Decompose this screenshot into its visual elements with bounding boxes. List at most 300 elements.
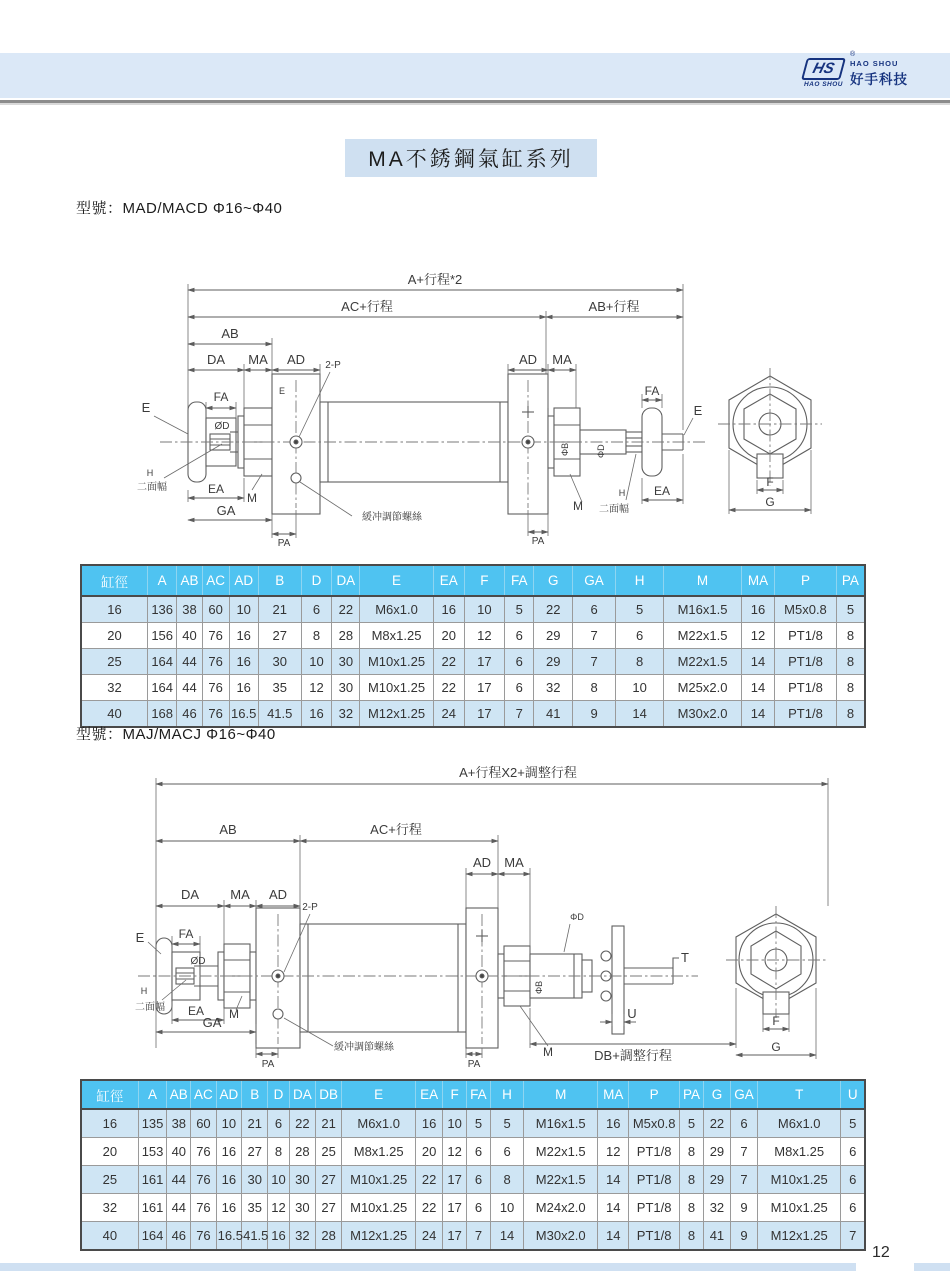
cell: 24: [433, 701, 464, 728]
dim-label-ab: AB: [219, 822, 237, 837]
cell: 35: [242, 1194, 268, 1222]
cell: PT1/8: [775, 701, 837, 728]
dimensions-table-maj-macj: [80, 1079, 866, 1251]
cell: 44: [177, 675, 202, 701]
cell: 40: [167, 1138, 191, 1166]
cell: M16x1.5: [524, 1109, 598, 1138]
dim-label-ea: EA: [207, 482, 225, 496]
cell: 27: [315, 1194, 341, 1222]
cell: 8: [490, 1166, 523, 1194]
cell: 14: [741, 675, 774, 701]
column-header: E: [342, 1080, 416, 1109]
cell: 8: [573, 675, 616, 701]
cell: 40: [177, 623, 202, 649]
page-number: 12: [872, 1244, 890, 1261]
cell: 16: [416, 1109, 443, 1138]
cell: M16x1.5: [664, 596, 742, 623]
cell: 8: [836, 649, 865, 675]
cell: 16.5: [229, 701, 258, 728]
cell: 8: [615, 649, 663, 675]
cell: 27: [315, 1166, 341, 1194]
cell: 7: [573, 649, 616, 675]
cell: PT1/8: [629, 1166, 680, 1194]
cell: 168: [148, 701, 177, 728]
dim-label-ma: MA: [230, 887, 250, 902]
cell: 16: [741, 596, 774, 623]
column-header: DA: [332, 565, 360, 596]
cell: 32: [81, 675, 148, 701]
dim-label-ac: AC+行程: [341, 299, 393, 314]
cell: 32: [332, 701, 360, 728]
cell: 6: [841, 1166, 865, 1194]
cell: 5: [841, 1109, 865, 1138]
cell: 9: [573, 701, 616, 728]
dim-label-da: DA: [180, 887, 200, 902]
cell: 16: [81, 1109, 138, 1138]
cell: M5x0.8: [629, 1109, 680, 1138]
dim-label-e: E: [141, 400, 151, 415]
column-header: F: [443, 1080, 467, 1109]
cell: 164: [148, 675, 177, 701]
column-header: H: [615, 565, 663, 596]
cell: 21: [242, 1109, 268, 1138]
cell: M5x0.8: [775, 596, 837, 623]
cell: 6: [268, 1109, 289, 1138]
cell: 17: [464, 675, 504, 701]
dim-label-ad: AD: [286, 352, 306, 367]
dim-label-fa: FA: [213, 390, 229, 404]
cell: 32: [289, 1222, 315, 1251]
cell: 16: [268, 1222, 289, 1251]
cell: M25x2.0: [664, 675, 742, 701]
cell: 9: [730, 1194, 757, 1222]
dim-label-h-right: H: [618, 488, 626, 498]
column-header: DB: [315, 1080, 341, 1109]
cell: 12: [598, 1138, 629, 1166]
cell: 44: [167, 1194, 191, 1222]
cylinder-side-view: [156, 908, 679, 1048]
cell: 28: [332, 623, 360, 649]
cell: M8x1.25: [342, 1138, 416, 1166]
table-row: [81, 596, 865, 623]
table-row: [81, 623, 865, 649]
cell: M22x1.5: [664, 623, 742, 649]
column-header: H: [490, 1080, 523, 1109]
dim-label-m-right: M: [543, 1045, 553, 1059]
cell: 41.5: [258, 701, 301, 728]
cell: 16: [301, 701, 332, 728]
cell: 16: [229, 649, 258, 675]
dim-label-ga: GA: [216, 503, 236, 518]
column-header: AC: [202, 565, 229, 596]
cell: 6: [490, 1138, 523, 1166]
dim-label-t: T: [681, 950, 689, 965]
dim-label-phib: ΦB: [560, 442, 570, 456]
dim-label-e-right: E: [693, 403, 703, 418]
model-label-maj-macj: 型號：MAJ/MACJ Φ16~Φ40: [76, 726, 276, 743]
cell: M12x1.25: [342, 1222, 416, 1251]
dim-label-e: E: [135, 930, 145, 945]
cell: 12: [268, 1194, 289, 1222]
cell: 16: [81, 596, 148, 623]
logo-wordmark: [850, 50, 908, 88]
label-flats: 二面幅: [137, 482, 167, 493]
column-header: A: [138, 1080, 167, 1109]
cell: M22x1.5: [524, 1138, 598, 1166]
column-header: M: [524, 1080, 598, 1109]
column-header: MA: [741, 565, 774, 596]
cell: 6: [301, 596, 332, 623]
column-header: G: [534, 565, 573, 596]
cell: 22: [433, 675, 464, 701]
cell: 29: [534, 623, 573, 649]
cell: 20: [81, 1138, 138, 1166]
cell: PT1/8: [629, 1138, 680, 1166]
cell: 76: [202, 675, 229, 701]
cell: 6: [573, 596, 616, 623]
cell: 6: [505, 623, 534, 649]
cell: 10: [268, 1166, 289, 1194]
column-header: FA: [505, 565, 534, 596]
table-row: [81, 1138, 865, 1166]
column-header: PA: [836, 565, 865, 596]
dim-label-ma-right: MA: [504, 855, 524, 870]
dim-label-m: M: [247, 491, 257, 505]
label-cushion-screw: 緩冲調節螺絲: [334, 1042, 394, 1053]
column-header: B: [242, 1080, 268, 1109]
cell: M8x1.25: [360, 623, 434, 649]
cell: 32: [534, 675, 573, 701]
cell: 8: [836, 675, 865, 701]
table-row: [81, 1166, 865, 1194]
cell: 76: [202, 649, 229, 675]
column-header: AB: [167, 1080, 191, 1109]
cell: 22: [332, 596, 360, 623]
label-2p-port: 2-P: [325, 360, 341, 371]
cell: 29: [703, 1138, 730, 1166]
cell: 153: [138, 1138, 167, 1166]
hs-logo-icon: HS: [801, 58, 846, 80]
cell: PT1/8: [775, 649, 837, 675]
column-header: PA: [680, 1080, 704, 1109]
cell: 5: [680, 1109, 704, 1138]
column-header: 缸徑: [81, 1080, 138, 1109]
dim-label-pa-right: PA: [531, 536, 545, 547]
dim-label-ad-right: AD: [518, 352, 538, 367]
page-title: MA不銹鋼氣缸系列: [345, 139, 597, 177]
cell: M12x1.25: [360, 701, 434, 728]
dim-label-a: A+行程*2: [407, 272, 463, 287]
cell: 25: [315, 1138, 341, 1166]
label-cushion-screw: 緩冲調節螺絲: [362, 512, 422, 523]
column-header: 缸徑: [81, 565, 148, 596]
column-header: G: [703, 1080, 730, 1109]
dim-label-fa: FA: [178, 927, 194, 941]
cell: 16: [216, 1138, 241, 1166]
column-header: T: [757, 1080, 841, 1109]
cell: 164: [148, 649, 177, 675]
cell: 6: [467, 1166, 491, 1194]
cell: 8: [680, 1166, 704, 1194]
column-header: GA: [573, 565, 616, 596]
cell: 7: [573, 623, 616, 649]
cell: 22: [703, 1109, 730, 1138]
cell: 7: [467, 1222, 491, 1251]
cell: 5: [467, 1109, 491, 1138]
cell: M24x2.0: [524, 1194, 598, 1222]
cell: 16: [229, 623, 258, 649]
column-header: EA: [416, 1080, 443, 1109]
cell: 8: [680, 1138, 704, 1166]
cell: 14: [490, 1222, 523, 1251]
cell: 40: [81, 701, 148, 728]
dim-label-ac: AC+行程: [370, 822, 422, 837]
cell: 44: [177, 649, 202, 675]
cell: 76: [191, 1166, 216, 1194]
dim-label-ad-right: AD: [472, 855, 492, 870]
cell: 29: [703, 1166, 730, 1194]
logo-name-cn: 好手科技: [850, 71, 908, 87]
dim-label-ea: EA: [187, 1004, 205, 1018]
cell: 14: [598, 1166, 629, 1194]
cell: 29: [534, 649, 573, 675]
cell: 6: [505, 649, 534, 675]
cell: 27: [242, 1138, 268, 1166]
cell: 32: [81, 1194, 138, 1222]
cell: 38: [177, 596, 202, 623]
cell: 12: [741, 623, 774, 649]
cell: 24: [416, 1222, 443, 1251]
column-header: D: [301, 565, 332, 596]
cell: 16: [229, 675, 258, 701]
cell: M30x2.0: [664, 701, 742, 728]
dim-label-fa-right: FA: [644, 384, 660, 398]
cell: 76: [202, 623, 229, 649]
cell: 156: [148, 623, 177, 649]
cell: 22: [289, 1109, 315, 1138]
cell: 8: [836, 623, 865, 649]
column-header: DA: [289, 1080, 315, 1109]
cell: 46: [177, 701, 202, 728]
cell: 41: [703, 1222, 730, 1251]
cell: 25: [81, 1166, 138, 1194]
dim-label-ma: MA: [248, 352, 268, 367]
cell: M22x1.5: [524, 1166, 598, 1194]
cell: 7: [841, 1222, 865, 1251]
dim-label-ga: GA: [202, 1015, 222, 1030]
cell: 6: [730, 1109, 757, 1138]
cell: 6: [841, 1194, 865, 1222]
cell: 10: [301, 649, 332, 675]
cell: 17: [464, 701, 504, 728]
column-header: E: [360, 565, 434, 596]
cell: 161: [138, 1194, 167, 1222]
table-row: [81, 675, 865, 701]
cell: 76: [202, 701, 229, 728]
model-label-mad-macd: 型號：MAD/MACD Φ16~Φ40: [76, 200, 283, 217]
dim-label-db: DB+調整行程: [594, 1048, 672, 1063]
cell: 16: [216, 1166, 241, 1194]
cell: 60: [191, 1109, 216, 1138]
column-header: U: [841, 1080, 865, 1109]
cell: 5: [615, 596, 663, 623]
cell: 9: [730, 1222, 757, 1251]
cell: 76: [191, 1194, 216, 1222]
cell: 14: [598, 1194, 629, 1222]
cell: 20: [81, 623, 148, 649]
cell: 12: [443, 1138, 467, 1166]
cell: 22: [416, 1194, 443, 1222]
label-flats-right: 二面幅: [599, 504, 629, 515]
cell: 21: [315, 1109, 341, 1138]
cell: 28: [289, 1138, 315, 1166]
column-header: FA: [467, 1080, 491, 1109]
column-header: M: [664, 565, 742, 596]
cell: M6x1.0: [360, 596, 434, 623]
table-row: [81, 1109, 865, 1138]
cell: 16.5: [216, 1222, 241, 1251]
cell: 76: [191, 1222, 216, 1251]
cell: 5: [836, 596, 865, 623]
column-header: MA: [598, 1080, 629, 1109]
column-header: P: [629, 1080, 680, 1109]
cell: M10x1.25: [757, 1166, 841, 1194]
cell: PT1/8: [775, 675, 837, 701]
cell: 30: [332, 649, 360, 675]
cell: M6x1.0: [757, 1109, 841, 1138]
dim-label-h: H: [146, 468, 154, 478]
label-flats: 二面幅: [135, 1002, 165, 1013]
cell: 5: [505, 596, 534, 623]
column-header: AC: [191, 1080, 216, 1109]
cell: M10x1.25: [342, 1194, 416, 1222]
cell: 10: [615, 675, 663, 701]
column-header: GA: [730, 1080, 757, 1109]
cell: M22x1.5: [664, 649, 742, 675]
cell: 41.5: [242, 1222, 268, 1251]
cell: 161: [138, 1166, 167, 1194]
cell: PT1/8: [629, 1194, 680, 1222]
dim-label-pa: PA: [277, 538, 291, 549]
dim-label-ad: AD: [268, 887, 288, 902]
cell: 8: [301, 623, 332, 649]
dim-label-ma-right: MA: [552, 352, 572, 367]
cell: 38: [167, 1109, 191, 1138]
cell: 21: [258, 596, 301, 623]
cell: 8: [680, 1194, 704, 1222]
cell: 17: [464, 649, 504, 675]
cell: M8x1.25: [757, 1138, 841, 1166]
cell: 30: [332, 675, 360, 701]
cell: M10x1.25: [757, 1194, 841, 1222]
cell: 6: [841, 1138, 865, 1166]
cell: 14: [615, 701, 663, 728]
cell: 6: [467, 1138, 491, 1166]
logo-name-en: HAO SHOU: [850, 58, 899, 68]
cell: 25: [81, 649, 148, 675]
cell: 8: [268, 1138, 289, 1166]
cell: 16: [433, 596, 464, 623]
dim-label-da: DA: [206, 352, 226, 367]
cell: 22: [433, 649, 464, 675]
cell: 17: [443, 1194, 467, 1222]
cell: 10: [464, 596, 504, 623]
cell: 6: [505, 675, 534, 701]
cell: 7: [505, 701, 534, 728]
column-header: EA: [433, 565, 464, 596]
diagram-mad-macd: [130, 262, 850, 552]
column-header: AD: [216, 1080, 241, 1109]
column-header: P: [775, 565, 837, 596]
cell: 40: [81, 1222, 138, 1251]
diagram-maj-macj: [128, 756, 858, 1071]
cell: M10x1.25: [360, 675, 434, 701]
cell: 5: [490, 1109, 523, 1138]
cell: 41: [534, 701, 573, 728]
cell: 30: [289, 1166, 315, 1194]
table-row: [81, 649, 865, 675]
cell: 17: [443, 1222, 467, 1251]
cell: 46: [167, 1222, 191, 1251]
cell: PT1/8: [775, 623, 837, 649]
dim-label-phid: ΦD: [570, 912, 584, 922]
cell: 28: [315, 1222, 341, 1251]
cell: 22: [534, 596, 573, 623]
dim-label-pa: PA: [261, 1059, 275, 1070]
dim-label-ab: AB: [221, 326, 239, 341]
cell: 12: [301, 675, 332, 701]
column-header: A: [148, 565, 177, 596]
cell: 10: [490, 1194, 523, 1222]
cell: 14: [598, 1222, 629, 1251]
cell: 32: [703, 1194, 730, 1222]
cell: 7: [730, 1138, 757, 1166]
cell: M6x1.0: [342, 1109, 416, 1138]
cell: 12: [464, 623, 504, 649]
cell: M10x1.25: [342, 1166, 416, 1194]
dim-label-h: H: [140, 986, 148, 996]
dimensions-table-mad-macd: [80, 564, 866, 728]
cell: 20: [416, 1138, 443, 1166]
cell: 14: [741, 649, 774, 675]
dim-label-m-right: M: [573, 499, 583, 513]
cell: 164: [138, 1222, 167, 1251]
cell: 30: [242, 1166, 268, 1194]
cell: M12x1.25: [757, 1222, 841, 1251]
column-header: D: [268, 1080, 289, 1109]
table-row: [81, 1194, 865, 1222]
cell: 10: [443, 1109, 467, 1138]
cell: 76: [191, 1138, 216, 1166]
dim-label-u: U: [627, 1006, 637, 1021]
registered-mark-icon: ®: [850, 50, 856, 58]
dim-label-f: F: [772, 1014, 780, 1028]
dim-label-ea-right: EA: [653, 484, 671, 498]
hao-shou-logo: [803, 50, 908, 88]
cell: M30x2.0: [524, 1222, 598, 1251]
dim-label-phib: ΦB: [534, 980, 544, 994]
cell: 7: [730, 1166, 757, 1194]
logo-mark: [804, 58, 843, 88]
dim-label-phid: ΦD: [596, 444, 606, 458]
cell: 6: [615, 623, 663, 649]
cell: 16: [216, 1194, 241, 1222]
column-header: AD: [229, 565, 258, 596]
dim-label-a: A+行程X2+調整行程: [459, 765, 577, 780]
label-2p-port: 2-P: [302, 902, 318, 913]
dim-label-g: G: [765, 495, 775, 509]
dim-label-pa-right: PA: [467, 1059, 481, 1070]
